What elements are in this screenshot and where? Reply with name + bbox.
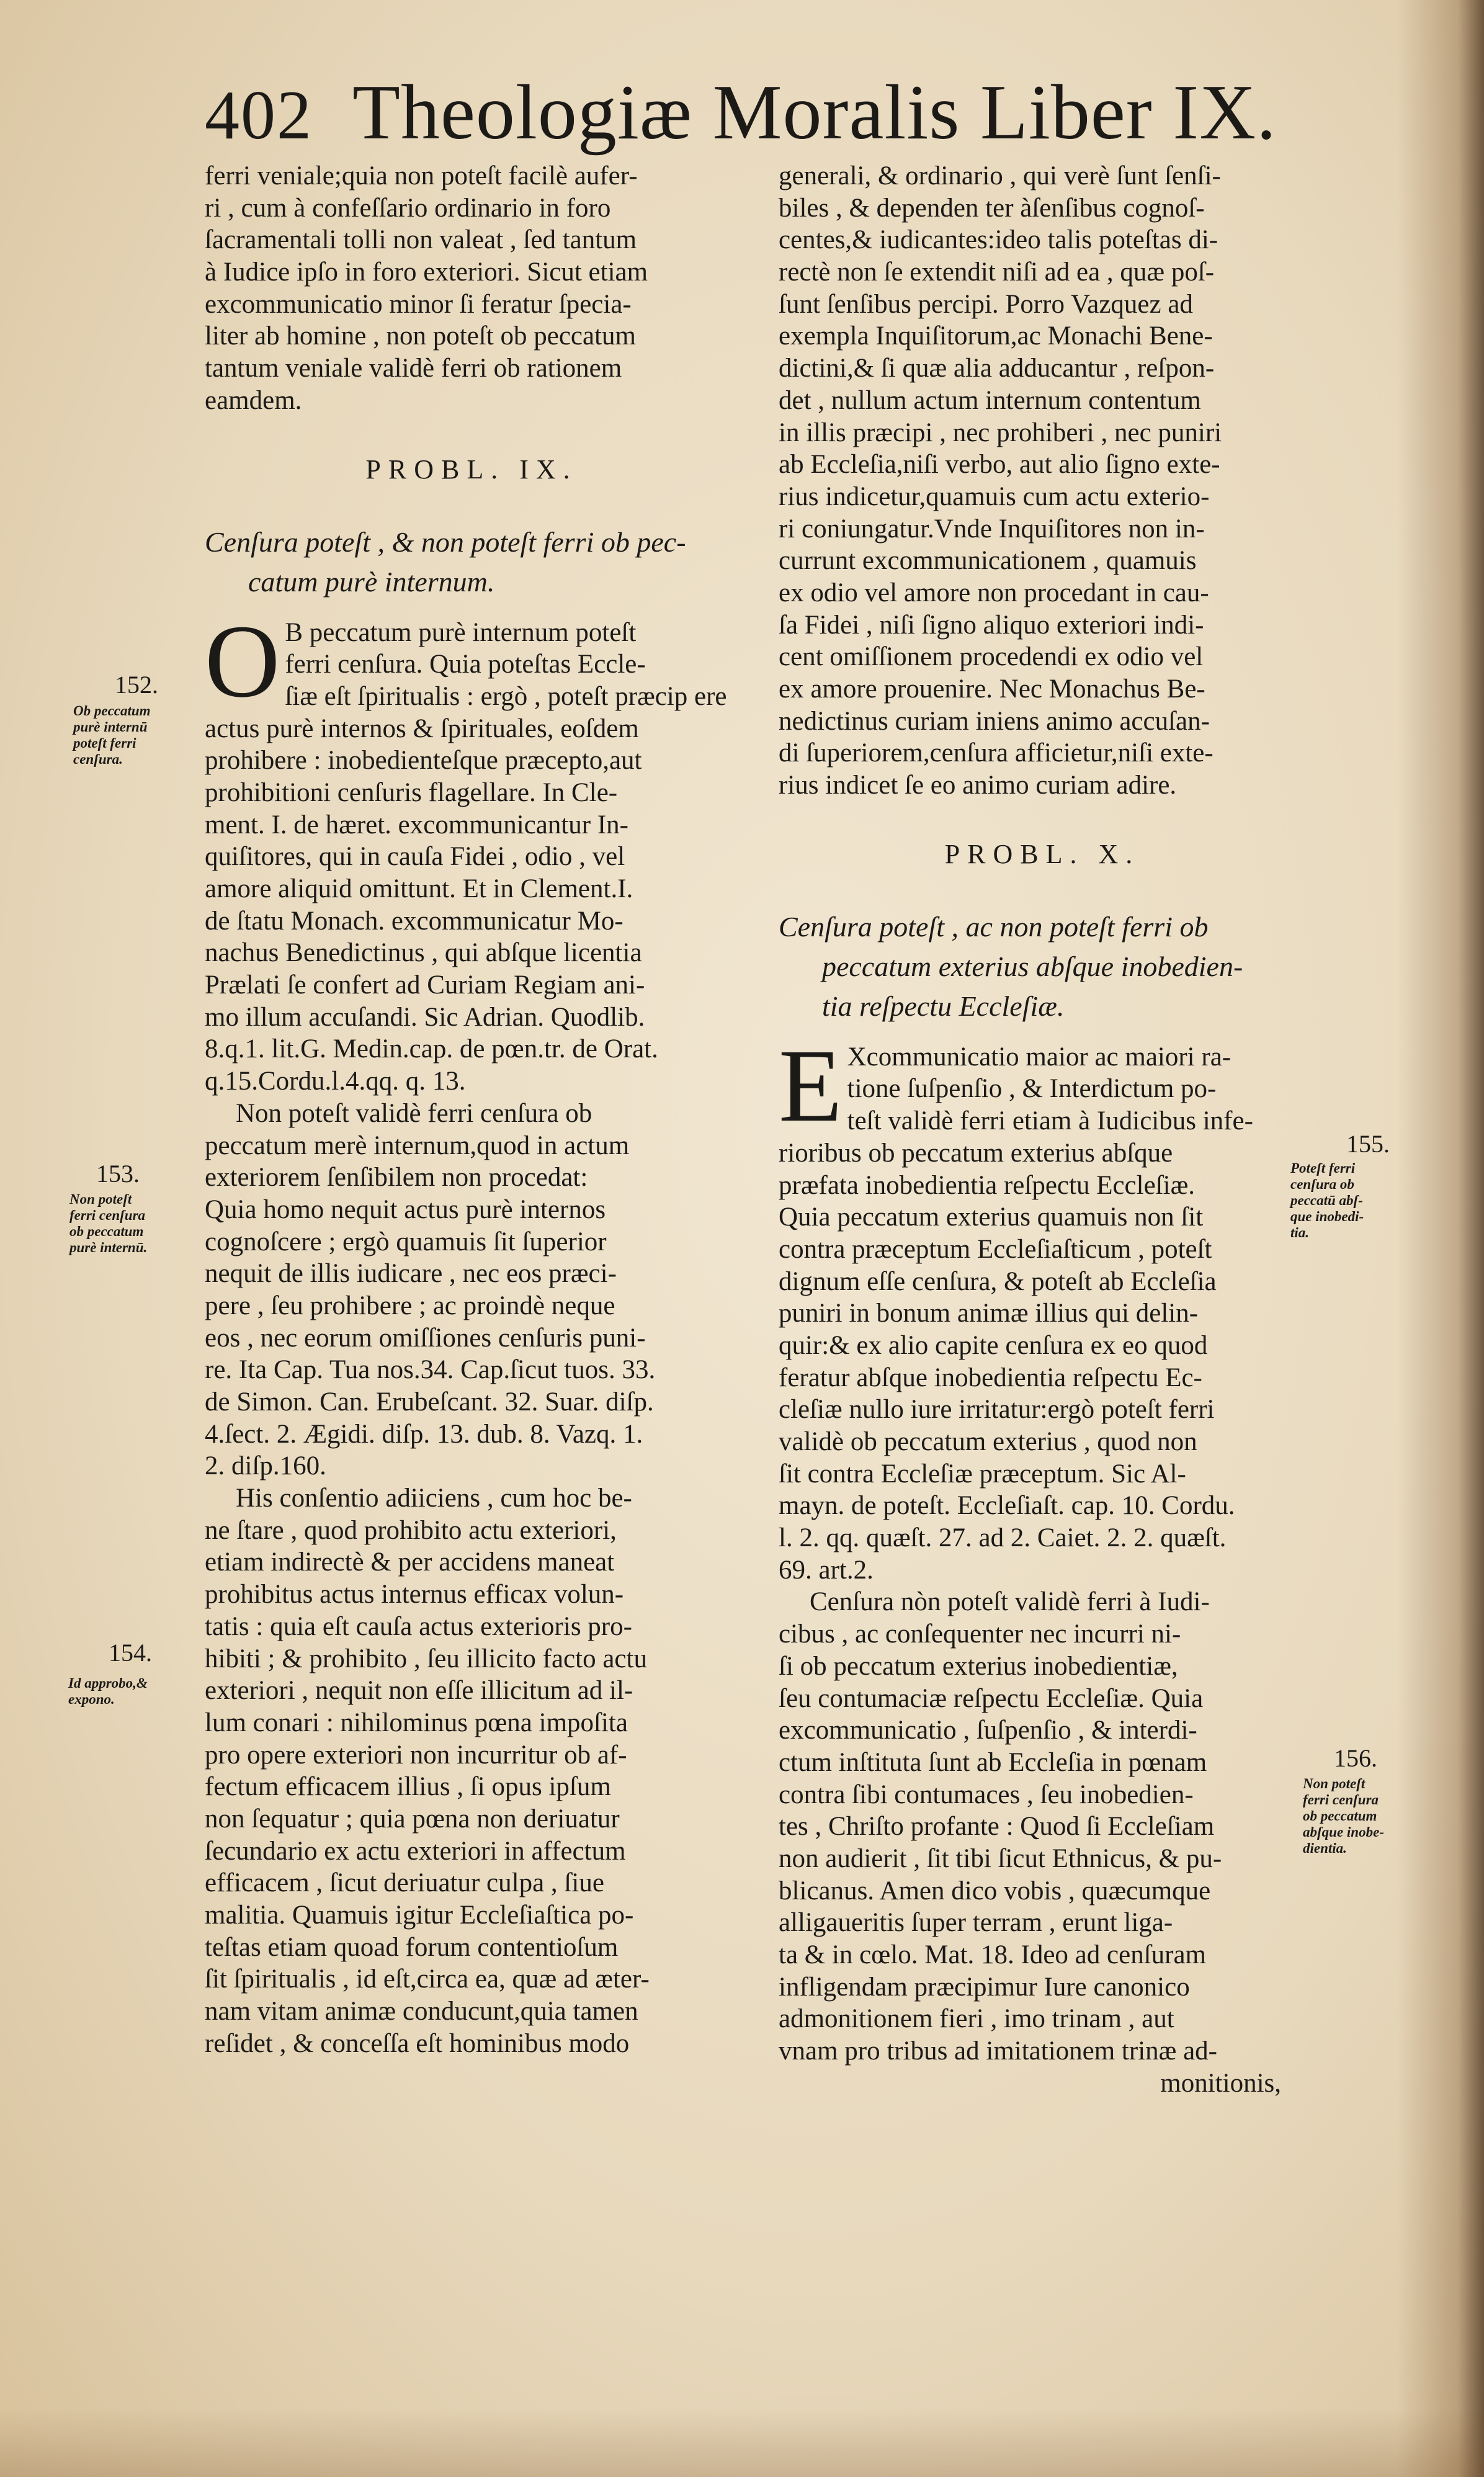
text-line: nachus Benedictinus , qui abſque licentia bbox=[205, 938, 642, 968]
text-line: exempla Inquiſitorum,ac Monachi Bene- bbox=[779, 321, 1213, 351]
text-line: ſiæ eſt ſpiritualis : ergò , poteſt præcip ere bbox=[285, 681, 727, 711]
text-line: cleſiæ nullo iure irritatur:ergò poteſt ferri bbox=[779, 1395, 1215, 1425]
running-title: Theologiæ Moralis Liber IX. bbox=[352, 69, 1277, 156]
text-line: contra præceptum Eccleſiaſticum , poteſt bbox=[779, 1234, 1212, 1264]
text-line: feratur abſque inobedientia reſpectu Ec- bbox=[779, 1363, 1202, 1392]
text-line: rioribus ob peccatum exterius abſque bbox=[779, 1138, 1173, 1168]
page-bottom-shadow bbox=[0, 2409, 1484, 2477]
running-header bbox=[205, 68, 1277, 156]
text-line: biles , & dependen ter àſenſibus cognoſ- bbox=[779, 193, 1205, 223]
margin-note-line: Poteſt ferri bbox=[1290, 1160, 1356, 1176]
text-line: monitionis, bbox=[1160, 2068, 1281, 2098]
text-line: ferri veniale;quia non poteſt facilè aufer- bbox=[205, 161, 638, 190]
text-line: dignum eſſe cenſura, & poteſt ab Eccleſia bbox=[779, 1266, 1217, 1296]
text-line: tes , Chriſto profante : Quod ſi Eccleſiam bbox=[779, 1812, 1215, 1842]
text-line: rius indicetur,quamuis cum actu exterio- bbox=[779, 482, 1210, 511]
text-line: mayn. de poteſt. Eccleſiaſt. cap. 10. Cordu. bbox=[779, 1491, 1235, 1521]
text-line: cent omiſſionem procedendi ex odio vel bbox=[779, 642, 1204, 672]
margin-note-line: cenſura ob bbox=[1290, 1176, 1354, 1192]
text-line: efficacem , ſicut deriuatur culpa , ſiue bbox=[205, 1868, 604, 1898]
margin-note-line: purè internū bbox=[73, 719, 148, 735]
text-line: teſtas etiam quoad forum contentioſum bbox=[205, 1932, 619, 1962]
text-line: ſacramentali tolli non valeat , ſed tantum bbox=[205, 225, 637, 255]
text-line: non audierit , ſit tibi ſicut Ethnicus, & pu- bbox=[779, 1843, 1222, 1873]
text-line: exteriorem ſenſibilem non procedat: bbox=[205, 1163, 588, 1193]
text-line: peccatum merè internum,quod in actum bbox=[205, 1131, 630, 1160]
problem-rubric bbox=[205, 522, 738, 602]
text-line: ri coniungatur.Vnde Inquiſitores non in- bbox=[779, 514, 1205, 544]
text-line: ta & in cœlo. Mat. 18. Ideo ad cenſuram bbox=[779, 1940, 1206, 1969]
text-line: quiſitores, qui in cauſa Fidei , odio , vel bbox=[205, 842, 625, 872]
text-line: cognoſcere ; ergò quamuis ſit ſuperior bbox=[205, 1227, 607, 1256]
margin-note-line: purè internū. bbox=[69, 1240, 148, 1255]
rubric-line: Cenſura poteſt , ac non poteſt ferri ob bbox=[779, 910, 1209, 943]
margin-number-153: 153. bbox=[96, 1160, 140, 1188]
text-line: centes,& iudicantes:ideo talis poteſtas di- bbox=[779, 225, 1218, 255]
text-line: lum conari : nihilominus pœna impoſita bbox=[205, 1708, 628, 1737]
text-line: mo illum accuſandi. Sic Adrian. Quodlib. bbox=[205, 1002, 645, 1032]
rubric-line: catum purè internum. bbox=[248, 565, 495, 598]
paragraph-156 bbox=[779, 1586, 1306, 2099]
text-line: tione ſuſpenſio , & Interdictum po- bbox=[847, 1074, 1217, 1104]
text-line: cibus , ac conſequenter nec incurri ni- bbox=[779, 1619, 1181, 1649]
text-line: ex amore prouenire. Nec Monachus Be- bbox=[779, 674, 1205, 704]
text-line: Quia peccatum exterius quamuis non ſit bbox=[779, 1203, 1204, 1232]
text-line: ctum inſtituta ſunt ab Eccleſia in pœnam bbox=[779, 1747, 1207, 1777]
text-line: ſeu contumaciæ reſpectu Eccleſiæ. Quia bbox=[779, 1683, 1204, 1713]
text-line: Non poteſt validè ferri cenſura ob bbox=[236, 1098, 592, 1128]
margin-note-line: abſque inobe- bbox=[1303, 1824, 1384, 1840]
text-line: di ſuperiorem,cenſura afficietur,niſi exte- bbox=[779, 738, 1214, 768]
text-line: currunt excommunicationem , quamuis bbox=[779, 546, 1197, 576]
text-line: nedictinus curiam iniens animo accuſan- bbox=[779, 706, 1210, 736]
paragraph-continued bbox=[205, 160, 738, 417]
margin-note-line: expono. bbox=[68, 1691, 115, 1707]
text-line: ex odio vel amore non procedant in cau- bbox=[779, 578, 1209, 607]
right-column bbox=[779, 160, 1306, 2099]
text-line: quir:& ex alio capite cenſura ex eo quod bbox=[779, 1330, 1208, 1360]
margin-note-line: Non poteſt bbox=[69, 1191, 132, 1207]
text-line: Quia homo nequit actus purè internos bbox=[205, 1194, 606, 1224]
text-line: ab Eccleſia,niſi verbo, aut alio ſigno exte- bbox=[779, 450, 1220, 480]
text-line: dictini,& ſi quæ alia adducantur , reſpon- bbox=[779, 354, 1215, 383]
margin-note-line: ob peccatum bbox=[69, 1224, 144, 1239]
margin-note-156 bbox=[1303, 1776, 1384, 1857]
text-line: de Simon. Can. Erubeſcant. 32. Suar. diſp. bbox=[205, 1387, 654, 1417]
text-line: ne ſtare , quod prohibito actu exteriori, bbox=[205, 1515, 617, 1545]
text-line: q.15.Cordu.l.4.qq. q. 13. bbox=[205, 1067, 466, 1096]
paragraph-153 bbox=[205, 1098, 738, 1482]
text-line: tatis : quia eſt cauſa actus exterioris pro- bbox=[205, 1611, 632, 1641]
text-line: ſit ſpiritualis , id eſt,circa ea, quæ ad æter- bbox=[205, 1964, 650, 1994]
text-line: excommunicatio , ſuſpenſio , & interdi- bbox=[779, 1716, 1197, 1745]
text-line: prohibitus actus internus efficax volun- bbox=[205, 1580, 624, 1610]
text-line: validè ob peccatum exterius , quod non bbox=[779, 1427, 1197, 1456]
text-line: teſt validè ferri etiam à Iudicibus infe- bbox=[847, 1106, 1253, 1136]
page-edge-shadow bbox=[1397, 0, 1484, 2477]
text-line: amore aliquid omittunt. Et in Clement.I. bbox=[205, 874, 633, 903]
margin-note-line: ob peccatum bbox=[1303, 1808, 1377, 1824]
text-line: B peccatum purè internum poteſt bbox=[285, 617, 637, 647]
text-line: eos , nec eorum omiſſiones cenſuris puni- bbox=[205, 1323, 646, 1353]
left-column bbox=[205, 160, 738, 2059]
text-line: puniri in bonum animæ illius qui delin- bbox=[779, 1299, 1199, 1328]
text-line: actus purè internos & ſpirituales, eoſdem bbox=[205, 714, 639, 743]
paragraph-continued bbox=[779, 160, 1306, 802]
paragraph-152 bbox=[205, 603, 738, 1098]
paragraph-155 bbox=[779, 1028, 1306, 1587]
margin-number-152: 152. bbox=[115, 671, 158, 699]
text-line: hibiti ; & prohibito , ſeu illicito facto actu bbox=[205, 1644, 647, 1673]
text-line: His conſentio adiiciens , cum hoc be- bbox=[236, 1484, 632, 1513]
text-line: nam vitam animæ conducunt,quia tamen bbox=[205, 1997, 638, 2027]
text-line: alligaueritis ſuper terram , erunt liga- bbox=[779, 1908, 1173, 1938]
rubric-line: peccatum exterius abſque inobedien- bbox=[822, 950, 1243, 982]
paragraph-154 bbox=[205, 1482, 738, 2059]
text-line: vnam pro tribus ad imitationem trinæ ad- bbox=[779, 2036, 1217, 2066]
text-line: 69. art.2. bbox=[779, 1555, 874, 1585]
text-line: ment. I. de hæret. excommunicantur In- bbox=[205, 810, 629, 840]
margin-note-line: Ob peccatum bbox=[73, 703, 151, 719]
page-number: 402 bbox=[205, 77, 313, 154]
text-line: l. 2. qq. quæſt. 27. ad 2. Caiet. 2. 2. quæſt. bbox=[779, 1523, 1227, 1553]
margin-number-154: 154. bbox=[109, 1639, 152, 1667]
text-line: fectum efficacem illius , ſi opus ipſum bbox=[205, 1772, 611, 1802]
text-line: rectè non ſe extendit niſi ad ea , quæ poſ- bbox=[779, 258, 1215, 287]
text-line: Xcommunicatio maior ac maiori ra- bbox=[847, 1042, 1231, 1072]
margin-number-155: 155. bbox=[1346, 1130, 1390, 1158]
margin-note-line: cenſura. bbox=[73, 751, 123, 767]
problem-rubric bbox=[779, 907, 1306, 1026]
text-line: non ſequatur ; quia pœna non deriuatur bbox=[205, 1804, 620, 1834]
rubric-line: Cenſura poteſt , & non poteſt ferri ob pec- bbox=[205, 526, 686, 558]
text-line: etiam indirectè & per accidens maneat bbox=[205, 1548, 615, 1577]
text-line: ſunt ſenſibus percipi. Porro Vazquez ad bbox=[779, 289, 1193, 319]
text-line: 2. diſp.160. bbox=[205, 1451, 326, 1481]
margin-note-153 bbox=[69, 1191, 147, 1256]
margin-note-line: Id approbo,& bbox=[68, 1675, 148, 1691]
text-line: in illis præcipi , nec prohiberi , nec puniri bbox=[779, 418, 1222, 447]
margin-note-155 bbox=[1290, 1160, 1364, 1241]
text-line: pere , ſeu prohibere ; ac proindè neque bbox=[205, 1291, 615, 1320]
text-line: pro opere exteriori non incurritur ob af- bbox=[205, 1740, 627, 1770]
text-line: infligendam præcipimur Iure canonico bbox=[779, 1972, 1190, 2002]
text-line: præfata inobedientia reſpectu Eccleſiæ. bbox=[779, 1170, 1195, 1200]
text-line: prohibitioni cenſuris flagellare. In Cle- bbox=[205, 777, 618, 807]
text-line: ſit contra Eccleſiæ præceptum. Sic Al- bbox=[779, 1459, 1186, 1489]
margin-note-line: ferri cenſura bbox=[69, 1207, 146, 1223]
margin-note-154 bbox=[68, 1675, 148, 1708]
text-line: tantum veniale validè ferri ob rationem bbox=[205, 354, 622, 383]
margin-note-line: tia. bbox=[1290, 1225, 1310, 1240]
text-line: ſa Fidei , niſi ſigno aliquo exteriori indi- bbox=[779, 610, 1204, 640]
text-line: 4.ſect. 2. Ægidi. diſp. 13. dub. 8. Vazq. 1. bbox=[205, 1419, 643, 1449]
text-line: re. Ita Cap. Tua nos.34. Cap.ſicut tuos. 33. bbox=[205, 1355, 656, 1385]
text-line: Prælati ſe confert ad Curiam Regiam ani- bbox=[205, 970, 645, 1000]
text-line: prohibere : inobedienteſque præcepto,aut bbox=[205, 746, 642, 776]
text-line: excommunicatio minor ſi feratur ſpecia- bbox=[205, 289, 632, 319]
margin-note-152 bbox=[73, 703, 151, 768]
margin-note-line: ferri cenſura bbox=[1303, 1792, 1379, 1807]
text-line: eamdem. bbox=[205, 385, 302, 415]
text-line: generali, & ordinario , qui verè ſunt ſenſi- bbox=[779, 161, 1221, 190]
text-line: Cenſura nòn poteſt validè ferri à Iudi- bbox=[810, 1587, 1210, 1617]
text-line: rius indicet ſe eo animo curiam adire. bbox=[779, 771, 1177, 800]
text-line: ferri cenſura. Quia poteſtas Eccle- bbox=[285, 650, 646, 679]
margin-number-156: 156. bbox=[1334, 1744, 1377, 1772]
text-line: 8.q.1. lit.G. Medin.cap. de pœn.tr. de Orat. bbox=[205, 1034, 658, 1064]
rubric-line: tia reſpectu Eccleſiæ. bbox=[822, 990, 1065, 1022]
text-line: à Iudice ipſo in foro exteriori. Sicut etiam bbox=[205, 258, 648, 287]
drop-cap: E bbox=[779, 1028, 843, 1144]
problem-heading: PROBL. IX. bbox=[365, 454, 578, 485]
margin-note-line: poteſt ferri bbox=[73, 735, 136, 751]
text-line: ri , cum à confeſſario ordinario in foro bbox=[205, 193, 611, 223]
text-line: admonitionem fieri , imo trinam , aut bbox=[779, 2004, 1174, 2034]
text-line: ſi ob peccatum exterius inobedientiæ, bbox=[779, 1651, 1178, 1681]
margin-note-line: peccatū abſ- bbox=[1290, 1193, 1363, 1208]
text-line: nequit de illis iudicare , nec eos præci- bbox=[205, 1259, 617, 1289]
text-line: contra ſibi contumaces , ſeu inobedien- bbox=[779, 1780, 1194, 1809]
text-line: liter ab homine , non poteſt ob peccatum bbox=[205, 321, 636, 351]
text-line: de ſtatu Monach. excommunicatur Mo- bbox=[205, 906, 624, 936]
margin-note-line: dientia. bbox=[1303, 1840, 1347, 1856]
text-line: exteriori , nequit non eſſe illicitum ad il- bbox=[205, 1676, 633, 1706]
margin-note-line: que inobedi- bbox=[1290, 1209, 1364, 1224]
problem-heading: PROBL. X. bbox=[944, 838, 1140, 869]
drop-cap: O bbox=[205, 603, 280, 719]
text-line: reſidet , & conceſſa eſt hominibus modo bbox=[205, 2028, 630, 2058]
text-line: malitia. Quamuis igitur Eccleſiaſtica po- bbox=[205, 1901, 634, 1930]
text-line: det , nullum actum internum contentum bbox=[779, 385, 1201, 415]
margin-note-line: Non poteſt bbox=[1303, 1776, 1366, 1791]
text-line: blicanus. Amen dico vobis , quæcumque bbox=[779, 1876, 1211, 1906]
text-line: ſecundario ex actu exteriori in affectum bbox=[205, 1836, 626, 1866]
